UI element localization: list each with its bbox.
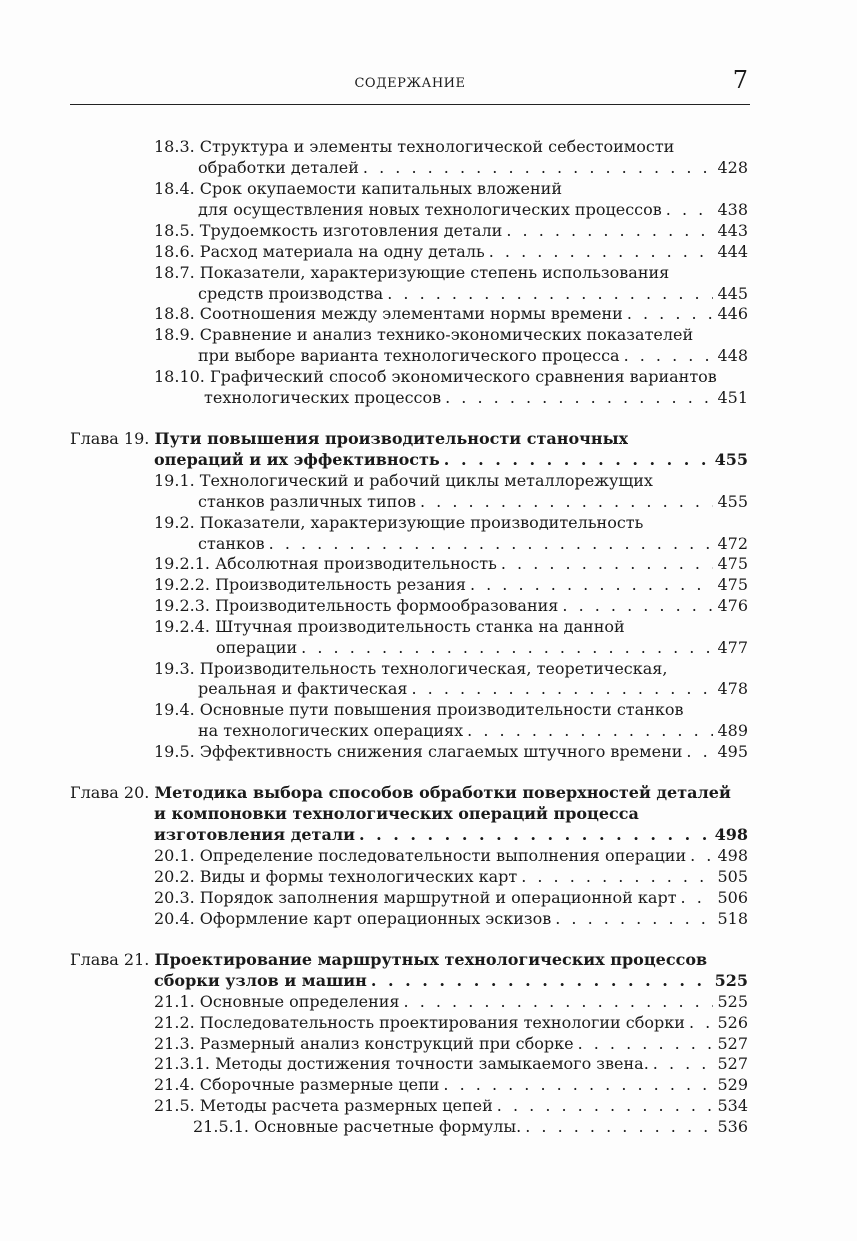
toc-entry-18-3-cont: обработки деталей . . . 428	[198, 157, 748, 178]
toc-chapter-21	[70, 949, 707, 970]
toc-entry-21-5: 21.5. Методы расчета размерных цепей . . . 534	[154, 1095, 748, 1116]
toc-entry-19-2-3: 19.2.3. Производительность формообразования . . . 476	[154, 595, 748, 616]
toc-chapter-20-cont: и компоновки технологических операций процесса	[154, 804, 639, 823]
running-header	[70, 64, 750, 105]
leader-dots	[443, 1074, 713, 1095]
toc-page-number: 495	[717, 742, 748, 761]
toc-chapter-19	[70, 428, 628, 449]
toc-page-number: 428	[717, 158, 748, 177]
toc-entry-21-1: 21.1. Основные определения . . . 525	[154, 991, 748, 1012]
leader-dots	[411, 678, 713, 699]
leader-dots	[363, 157, 714, 178]
toc-chapter-21-cont: сборки узлов и машин . . . 525	[154, 970, 748, 991]
leader-dots	[359, 824, 711, 845]
leader-dots	[653, 1053, 714, 1074]
toc-page-number: 526	[717, 1013, 748, 1032]
toc-entry-20-1: 20.1. Определение последовательности выполнения операции . . . 498	[154, 845, 748, 866]
toc-entry-18-4-cont: для осуществления новых технологических процессов . . . 438	[198, 199, 748, 220]
leader-dots	[627, 303, 714, 324]
toc-chapter-20	[70, 782, 731, 803]
toc-entry-18-9-cont: при выборе варианта технологического процесса . . . 448	[198, 345, 748, 366]
page-number: 7	[732, 66, 748, 94]
leader-dots	[497, 1095, 714, 1116]
toc-entry-19-3: 19.3. Производительность технологическая, теоретическая,	[154, 659, 668, 678]
toc-page-number: 476	[717, 596, 748, 615]
toc-entry-19-2-1: 19.2.1. Абсолютная производительность . . . 475	[154, 553, 748, 574]
toc-entry-21-3-1: 21.3.1. Методы достижения точности замыкаемого звена. . . . 527	[154, 1053, 748, 1074]
toc-page-number: 506	[717, 888, 748, 907]
leader-dots	[470, 574, 714, 595]
toc-page-number: 498	[714, 825, 748, 844]
leader-dots	[444, 449, 711, 470]
leader-dots	[501, 553, 714, 574]
toc-page-number: 498	[717, 846, 748, 865]
chapter-label: Глава 20.	[70, 783, 150, 802]
leader-dots	[690, 845, 713, 866]
toc-entry-19-2-cont: станков . . . 472	[198, 533, 748, 554]
toc-entry-21-5-1: 21.5.1. Основные расчетные формулы. . . . 536	[193, 1116, 748, 1137]
toc-entry-18-7: 18.7. Показатели, характеризующие степень использования	[154, 263, 670, 282]
leader-dots	[445, 387, 713, 408]
leader-dots	[420, 491, 713, 512]
running-header-title: СОДЕРЖАНИЕ	[354, 76, 466, 91]
toc-entry-19-2: 19.2. Показатели, характеризующие производительность	[154, 513, 644, 532]
toc-page-number: 448	[717, 346, 748, 365]
toc-page-number: 455	[714, 450, 748, 469]
leader-dots	[467, 720, 713, 741]
toc-entry-20-4: 20.4. Оформление карт операционных эскизов . . . 518	[154, 908, 748, 929]
toc-page-number: 529	[717, 1075, 748, 1094]
toc-page-number: 455	[717, 492, 748, 511]
leader-dots	[521, 866, 713, 887]
leader-dots	[371, 970, 711, 991]
leader-dots	[269, 533, 714, 554]
toc-page-number: 525	[717, 992, 748, 1011]
toc-page-number: 438	[717, 200, 748, 219]
toc-entry-19-4: 19.4. Основные пути повышения производительности станков	[154, 700, 684, 719]
leader-dots	[562, 595, 713, 616]
leader-dots	[666, 199, 714, 220]
toc-entry-19-4-cont: на технологических операциях . . . 489	[198, 720, 748, 741]
toc-entry-19-3-cont: реальная и фактическая . . . 478	[198, 678, 748, 699]
toc-page-number: 444	[717, 242, 748, 261]
toc-page-number: 527	[717, 1054, 748, 1073]
toc-entry-20-3: 20.3. Порядок заполнения маршрутной и операционной карт . . . 506	[154, 887, 748, 908]
toc-page-number: 518	[717, 909, 748, 928]
toc-entry-21-2: 21.2. Последовательность проектирования технологии сборки . . . 526	[154, 1012, 748, 1033]
toc-page-number: 472	[717, 534, 748, 553]
toc-page-number: 445	[717, 284, 748, 303]
leader-dots	[387, 283, 713, 304]
toc-page-number: 475	[717, 554, 748, 573]
leader-dots	[681, 887, 714, 908]
toc-entry-18-10-cont: технологических процессов . . . 451	[204, 387, 748, 408]
toc-entry-19-5: 19.5. Эффективность снижения слагаемых штучного времени . . . 495	[154, 741, 748, 762]
toc-page-number: 475	[717, 575, 748, 594]
toc-page-number: 525	[714, 971, 748, 990]
toc-entry-18-3: 18.3. Структура и элементы технологической себестоимости	[154, 137, 675, 156]
toc-page-number: 534	[717, 1096, 748, 1115]
chapter-title: Методика выбора способов обработки поверхностей деталей	[154, 783, 731, 802]
toc-page-number: 446	[717, 304, 748, 323]
toc-chapter-19-cont: операций и их эффективность . . . 455	[154, 449, 748, 470]
toc-entry-18-5: 18.5. Трудоемкость изготовления детали . . . 443	[154, 220, 748, 241]
toc-entry-18-7-cont: средств производства . . . 445	[198, 283, 748, 304]
chapter-label: Глава 19.	[70, 429, 150, 448]
leader-dots	[525, 1116, 713, 1137]
toc-entry-18-4: 18.4. Срок окупаемости капитальных вложений	[154, 179, 562, 198]
chapter-title: Проектирование маршрутных технологических процессов	[154, 950, 708, 969]
toc-page-number: 451	[717, 388, 748, 407]
toc-entry-19-1: 19.1. Технологический и рабочий циклы металлорежущих	[154, 471, 653, 490]
chapter-title: Пути повышения производительности станочных	[154, 429, 629, 448]
toc-page-number: 505	[717, 867, 748, 886]
leader-dots	[686, 741, 713, 762]
leader-dots	[301, 637, 713, 658]
toc-page-number: 536	[717, 1117, 748, 1136]
leader-dots	[489, 241, 714, 262]
leader-dots	[689, 1012, 714, 1033]
toc-page-number: 443	[717, 221, 748, 240]
toc-page-number: 478	[717, 679, 748, 698]
toc-entry-21-3: 21.3. Размерный анализ конструкций при сборке . . . 527	[154, 1033, 748, 1054]
toc-entry-21-4: 21.4. Сборочные размерные цепи . . . 529	[154, 1074, 748, 1095]
toc-entry-18-8: 18.8. Соотношения между элементами нормы времени . . . 446	[154, 303, 748, 324]
toc-entry-19-2-4-cont: операции . . . 477	[216, 637, 748, 658]
toc-page-number: 477	[717, 638, 748, 657]
leader-dots	[624, 345, 714, 366]
leader-dots	[506, 220, 713, 241]
toc-chapter-20-cont-2: изготовления детали . . . 498	[154, 824, 748, 845]
toc-entry-19-2-4: 19.2.4. Штучная производительность станка на данной	[154, 617, 625, 636]
toc-page-number: 489	[717, 721, 748, 740]
toc-entry-19-2-2: 19.2.2. Производительность резания . . . 475	[154, 574, 748, 595]
leader-dots	[555, 908, 713, 929]
toc-entry-20-2: 20.2. Виды и формы технологических карт . . . 505	[154, 866, 748, 887]
toc-entry-19-1-cont: станков различных типов . . . 455	[198, 491, 748, 512]
chapter-label: Глава 21.	[70, 950, 150, 969]
leader-dots	[404, 991, 714, 1012]
toc-entry-18-10: 18.10. Графический способ экономического сравнения вариантов	[154, 367, 717, 386]
toc-page-number: 527	[717, 1034, 748, 1053]
toc-entry-18-6: 18.6. Расход материала на одну деталь . . . 444	[154, 241, 748, 262]
leader-dots	[578, 1033, 714, 1054]
toc-entry-18-9: 18.9. Сравнение и анализ технико-экономических показателей	[154, 325, 694, 344]
